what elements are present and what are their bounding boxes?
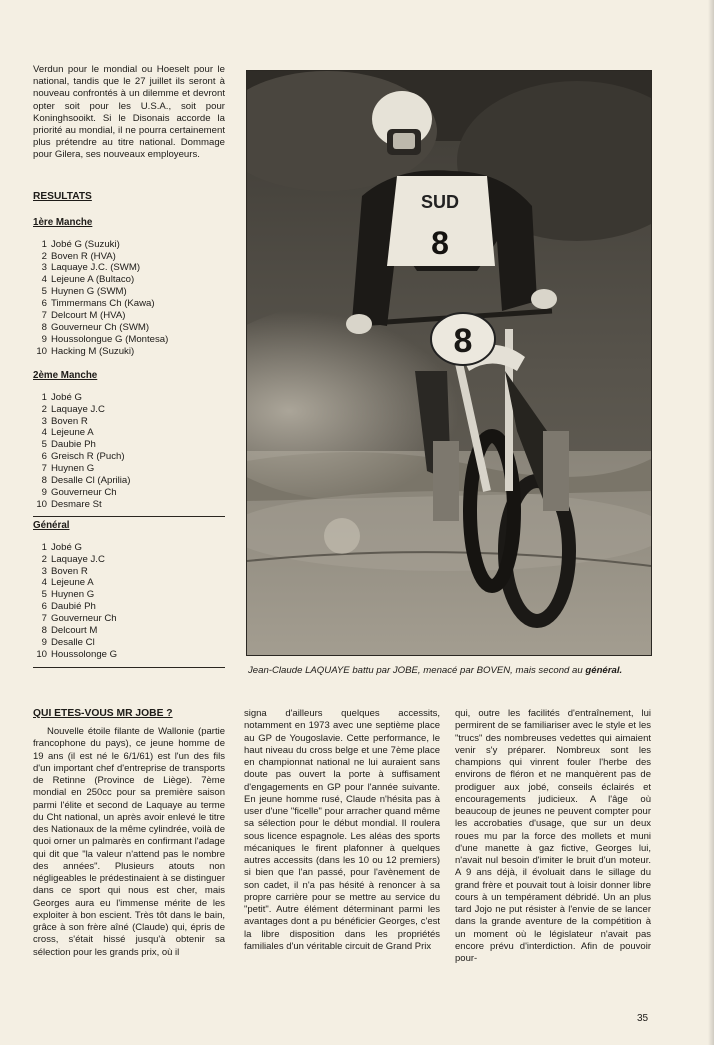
general-rider: Delcourt M — [51, 625, 98, 637]
general-row — [33, 554, 225, 566]
results-title: RESULTATS — [33, 190, 92, 202]
general-position: 8 — [41, 625, 47, 637]
manche2-position: 5 — [41, 439, 47, 451]
manche2-position: 10 — [36, 498, 47, 510]
manche1-position: 9 — [41, 333, 47, 345]
manche1-row — [33, 346, 225, 358]
manche1-position: 4 — [41, 274, 47, 286]
manche1-row — [33, 286, 225, 298]
general-position: 10 — [36, 648, 47, 660]
general-position: 9 — [41, 637, 47, 648]
general-rider: Desalle Cl — [51, 637, 95, 648]
manche1-row — [33, 334, 225, 346]
manche2-position: 2 — [41, 403, 47, 415]
motocross-photo — [246, 70, 652, 656]
manche1-position: 5 — [41, 286, 47, 298]
general-position: 4 — [41, 577, 47, 589]
manche2-position: 3 — [41, 415, 47, 427]
manche2-rider: Jobé G — [51, 391, 82, 403]
caption-text: Jean-Claude LAQUAYE battu par JOBE, menacé par BOVEN, mais second au — [248, 665, 586, 676]
article-column-1: Nouvelle étoile filante de Wallonie (partie francophone du pays), ce jeune homme de 19 ans (il est né le 6/1/61) est l'un des fils d'un important chef d'entreprise de transports de Retinne (Province de Liège). 7ème mondial en 250cc pour sa première saison parmi l'élite et second de Laquaye au terme du Cht national, un après avoir enlevé le titre des Nationaux de la même cylindrée, voilà de quoi orner un palmarès en confirmant l'adage qui dit que "la valeur n'attend pas le nombre des années". Plusieurs atouts non négligeables le prédestinaient à se distinguer dans ce sport qui nous est cher, mais Georges aura eu l'immense mérite de les exploiter à bon escient. Très tôt dans le bain, grâce à son frère aîné (Claude) qui, épris de cross, s'était hissé jusqu'à obtenir sa sélection pour les grands prix, où il — [33, 726, 225, 958]
manche2-rider: Desalle Cl (Aprilia) — [51, 475, 131, 487]
manche1-rider: Lejeune A (Bultaco) — [51, 274, 135, 286]
manche1-title: 1ère Manche — [33, 216, 93, 228]
manche1-position: 8 — [41, 321, 47, 333]
bib-number: 8 — [431, 225, 449, 261]
manche2-position: 9 — [41, 486, 47, 498]
manche1-rider: Hacking M (Suzuki) — [51, 345, 135, 357]
general-row — [33, 542, 225, 554]
manche1-position: 6 — [41, 298, 47, 310]
article-column-3: qui, outre les facilités d'entraînement, lui permirent de se familiariser avec le style et les "trucs" des nombreuses vedettes qui aimaient venir s'y préparer. Nombreux sont les champions qui vinrent fouler l'herbe des environs de fléron et ne manquèrent pas de prodiguer aux jobé, conseils éclairés et encouragements judicieux. A l'âge où beaucoup de jeunes ne peuvent compter pour les accrobaties d'usage, que sur un deux roues mu par la force des mollets et muni d'une manette à gaz fictive, Georges lui, n'avait nul besoin d'imiter le bruit d'un moteur. A 9 ans déjà, il évoluait dans le sillage du grand frère et pouvait tout à loisir donner libre cours à un tempérament débridé. Un an plus tard Jojo ne put résister à l'envie de se lancer dans la grande aventure de la compétition à un moment où le législateur n'avait pas encore prévu d'interdiction. Afin de pouvoir pour- — [455, 708, 651, 964]
general-position: 7 — [41, 613, 47, 625]
manche1-position: 7 — [41, 310, 47, 322]
manche2-row — [33, 392, 225, 404]
rider-illustration — [247, 71, 651, 655]
manche2-title: 2ème Manche — [33, 369, 98, 381]
manche1-rider: Boven R (HVA) — [51, 250, 116, 262]
manche2-row — [33, 404, 225, 416]
manche2-row — [33, 487, 225, 499]
manche2-results-list — [33, 392, 225, 511]
manche1-rider: Gouverneur Ch (SWM) — [51, 321, 150, 333]
general-position: 6 — [41, 601, 47, 613]
general-rider: Gouverneur Ch — [51, 613, 117, 625]
manche1-rider: Huynen G (SWM) — [51, 286, 127, 298]
manche1-rider: Jobé G (Suzuki) — [51, 238, 120, 250]
manche2-position: 7 — [41, 463, 47, 475]
manche1-row — [33, 322, 225, 334]
manche2-row — [33, 427, 225, 439]
general-row — [33, 649, 225, 661]
bib-sponsor: SUD — [420, 192, 460, 212]
manche2-rider: Gouverneur Ch — [51, 486, 117, 498]
general-rider: Laquaye J.C — [51, 553, 105, 565]
manche1-row — [33, 274, 225, 286]
manche1-row — [33, 251, 225, 263]
photo-number-plate: 8 — [453, 322, 473, 360]
general-row — [33, 577, 225, 589]
manche2-position: 6 — [41, 451, 47, 463]
manche2-row — [33, 499, 225, 511]
manche1-results-list — [33, 239, 225, 358]
general-rider: Boven R — [51, 565, 88, 577]
manche1-rider: Timmermans Ch (Kawa) — [51, 298, 155, 310]
manche1-row — [33, 262, 225, 274]
article-column-2: signa d'ailleurs quelques accessits, notamment en 1973 avec une septième place au GP de Yougoslavie. Cette performance, le haut niveau du cross belge et une 7ème place en championnat national ne lui auraient sans doute pas ouvert la porte à suffisament d'engagements en GP pour l'année suivante. En jeune homme rusé, Claude n'hésita pas à user d'une "ficelle" pour arracher quand même sa sélection pour le début mondial. Il roulera sous licence espagnole. Les aléas des sports mécaniques le firent plafonner à quelques autres accessits (dans les 10 ou 12 premiers) si bien que l'an passé, pour l'avènement de son cadet, il n'a pas hésité à renoncer à sa propre carrière pour se mettre au service du "petit". Autre élément déterminant parmi les avantages dont a pu bénéficier Georges, c'est la libre disposition dans les propriétés familiales d'un véritable circuit de Grand Prix — [244, 708, 440, 952]
manche2-rider: Greisch R (Puch) — [51, 451, 125, 463]
section-divider — [33, 516, 225, 517]
manche1-rider: Houssolongue G (Montesa) — [51, 333, 169, 345]
manche1-rider: Laquaye J.C. (SWM) — [51, 262, 141, 274]
general-rider: Houssolonge G — [51, 648, 118, 660]
manche1-position: 1 — [41, 238, 47, 250]
manche2-row — [33, 416, 225, 428]
general-rider: Lejeune A — [51, 577, 94, 589]
general-row — [33, 566, 225, 578]
manche2-rider: Huynen G — [51, 463, 95, 475]
general-results-list — [33, 542, 225, 661]
manche2-row — [33, 439, 225, 451]
manche2-rider: Daubie Ph — [51, 439, 96, 451]
manche2-rider: Laquaye J.C — [51, 403, 105, 415]
general-row — [33, 613, 225, 625]
general-rider: Huynen G — [51, 589, 95, 601]
general-position: 2 — [41, 553, 47, 565]
manche2-position: 8 — [41, 475, 47, 487]
manche1-position: 10 — [36, 345, 47, 357]
left-column — [33, 64, 225, 668]
general-rider: Daubié Ph — [51, 601, 96, 613]
manche2-row — [33, 475, 225, 487]
manche2-position: 4 — [41, 427, 47, 439]
general-position: 1 — [41, 541, 47, 553]
manche1-row — [33, 239, 225, 251]
general-rider: Jobé G — [51, 541, 82, 553]
general-row — [33, 637, 225, 649]
general-row — [33, 625, 225, 637]
manche2-position: 1 — [41, 391, 47, 403]
manche2-rider: Desmare St — [51, 498, 102, 510]
caption-bold: général. — [585, 665, 623, 676]
section-divider-bottom — [33, 667, 225, 668]
manche2-row — [33, 463, 225, 475]
manche1-rider: Delcourt M (HVA) — [51, 310, 126, 322]
article-title: QUI ETES-VOUS MR JOBE ? — [33, 708, 173, 719]
general-position: 3 — [41, 565, 47, 577]
manche2-rider: Lejeune A — [51, 427, 94, 439]
manche1-position: 2 — [41, 250, 47, 262]
manche2-rider: Boven R — [51, 415, 88, 427]
page-edge-shadow — [708, 0, 714, 1045]
manche1-row — [33, 298, 225, 310]
manche2-row — [33, 451, 225, 463]
manche1-position: 3 — [41, 262, 47, 274]
general-title: Général — [33, 519, 70, 531]
general-position: 5 — [41, 589, 47, 601]
intro-paragraph: Verdun pour le mondial ou Hoeselt pour le national, tandis que le 27 juillet ils seront à nouveau confrontés à un dilemme et devront opter soit pour les U.S.A., soit pour Koninghsooikt. Si le Disonais accorde la priorité au mondial, il ne pourra certainement plus prétendre au titre national. Dommage pour Gilera, ses nouveaux employeurs. — [33, 64, 225, 161]
photo-caption — [248, 665, 658, 677]
page-number: 35 — [637, 1013, 649, 1024]
general-row — [33, 601, 225, 613]
manche1-row — [33, 310, 225, 322]
general-row — [33, 589, 225, 601]
